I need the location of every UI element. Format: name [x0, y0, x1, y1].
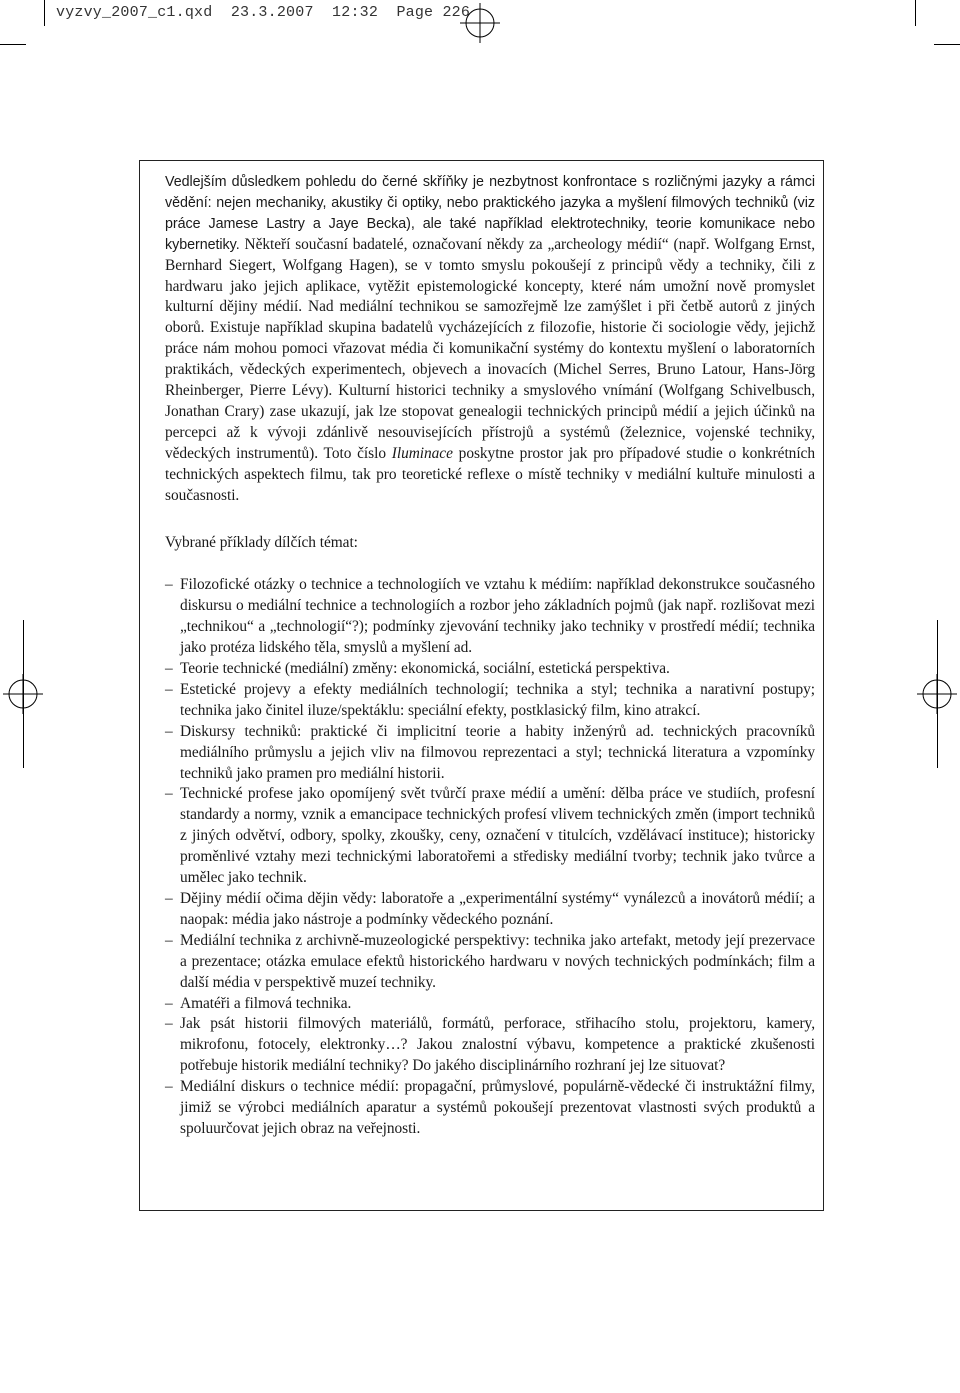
intro-paragraph [165, 172, 815, 507]
dash-bullet: – [165, 890, 173, 907]
list-item: – Diskursy techniků: praktické či implicitní teorie a habity inženýrů ad. technických pracovníků mediálního průmyslu a jejich vliv na filmovou reprezentaci a styl; technická literatura a vzpomínky techniků jako pramen pro mediální historii. [165, 722, 815, 782]
crop-mark-right-v [937, 620, 938, 768]
dash-bullet: – [165, 660, 173, 678]
dash-bullet: – [165, 680, 173, 698]
crop-mark-left-v [23, 620, 24, 768]
topics-heading: Vybrané příklady dílčích témat: [165, 533, 358, 551]
dash-bullet: – [165, 931, 173, 949]
crop-mark-top-left-h [0, 44, 26, 45]
list-item: – Jak psát historii filmových materiálů, formátů, perforace, střihacího stolu, projektoru, kamery, mikrofonu, fotocely, elektronky…? Jakou znalostní výbavu, kompetence a praktické zkušenosti potřebuje historik mediální techniky? Do jakého disciplinárního rozhraní jej lze situovat? [165, 1015, 815, 1075]
list-item: – Mediální diskurs o technice médií: propagační, průmyslové, populárně-vědecké či instruktážní filmy, jimiž se výrobci mediálních aparatur a systémů pokoušejí prezentovat vlastnosti svých produktů a spoluurčovat jejich obraz na veřejnosti. [165, 1078, 815, 1137]
call-for-papers-text [165, 172, 815, 1140]
intro-text-1: Někteří současní badatelé, označovaní někdy za „archeology médií“ (např. Wolfgang Ernst, Bernhard Siegert, Wolfgang Hagen), se v tomto smyslu pokoušejí z principů vědy a techniky, čili z hardwaru jako jejich aplikace, vytěžit epistemologické koncepty, které nám umožní nově promyslet kulturní dějiny médií. Nad mediální technikou se samozřejmě lze zamýšlet i při četbě autorů z jiných oborů. Existuje například skupina badatelů vycházejících z filozofie, historie či sociologie vědy, jejichž práce nám mohou pomoci vřazovat média či komunikační systémy do kontextu myšlení o laboratorních praktikách, vědeckých experimentech, objevech a inovacích (Michel Serres, Bruno Latour, Hans-Jörg Rheinberger, Pierre Lévy). Kulturní historici techniky a smyslového vnímání (Wolfgang Schivelbusch, Jonathan Crary) zase ukazují, jak lze stopovat genealogii technických principů médií a jejich účinků na percepci až k vývoji zdánlivě nesouvisejících přístrojů a systémů (železnice, vojenské techniky, vědeckých instrumentů). Toto číslo [165, 235, 815, 462]
topics-list [165, 575, 815, 1139]
list-item: – Estetické projevy a efekty mediálních technologií; technika a styl; technika a narativní postupy; technika jako činitel iluze/spektáklu: speciální efekty, postklasický film, kino atrakcí. [165, 680, 815, 719]
registration-mark-top-icon [460, 3, 500, 43]
list-item: – Dějiny médií očima dějin vědy: laboratoře a „experimentální systémy“ vynálezců a inovátorů médií; a naopak: média jako nástroje a podmínky vědeckého poznání. [165, 890, 815, 928]
list-item: – Filozofické otázky o technice a technologiích ve vztahu k médiím: například dekonstrukce současného diskursu o mediální technice a technologiích a rozbor jeho základních pojmů (jak např. rozlišovat mezi „technikou“ a „technologií“?); podmínky zjevování techniky jako techniky v prostředí médií; technika jako protéza lidského těla, smyslů a myšlení ad. [165, 576, 815, 657]
dash-bullet: – [165, 994, 173, 1012]
journal-title: Iluminace [391, 444, 453, 462]
dash-bullet: – [165, 576, 173, 594]
dash-bullet: – [165, 722, 173, 740]
crop-mark-top-right-h [934, 44, 960, 45]
crop-mark-top-right-v [915, 0, 916, 26]
crop-mark-top-left-v [44, 0, 45, 26]
list-item: – Teorie technické (mediální) změny: ekonomická, sociální, estetická perspektiva. [165, 659, 815, 680]
dash-bullet: – [165, 1078, 173, 1096]
list-item: – Mediální technika z archivně-muzeologické perspektivy: technika jako artefakt, metody její prezervace a prezentace; otázka emulace efektů historického hardwaru v nových technických podmínkách; film a další média v perspektivě muzeí techniky. [165, 931, 815, 991]
intro-text-2: poskytne prostor jak pro případové studie o konkrétních technických aspektech filmu, tak pro teoretické reflexe o místě techniky v mediální kultuře minulosti a současnosti. [165, 444, 815, 504]
print-slug: vyzvy_2007_c1.qxd 23.3.2007 12:32 Page 226 [56, 4, 471, 21]
dash-bullet: – [165, 785, 173, 803]
intro-sans-text: Vedlejším důsledkem pohledu do černé skříňky je nezbytnost konfrontace s rozličnými jazyky a rámci vědění: nejen mechaniky, akustiky či optiky, nebo praktického jazyka a myšlení filmových techniků (viz práce Jamese Lastry a Jaye Becka), ale také například elektrotechniky, teorie komunikace nebo kybernetiky. [165, 174, 815, 253]
list-item: – Amatéři a filmová technika. [165, 994, 815, 1015]
dash-bullet: – [165, 1015, 173, 1033]
list-item: – Technické profese jako opomíjený svět tvůrčí praxe médií a umění: dělba práce ve studiích, profesní standardy a normy, vznik a emancipace technických profesí vlivem technických změn (import techniků z jiných odvětví, odbory, spolky, zkoušky, ceny, označení v titulcích, vzdělávací instituce); historicky proměnlivé vztahy mezi technickými laboratořemi a středisky mediální tvorby; technik jako tvůrce a umělec jako technik. [165, 785, 815, 887]
